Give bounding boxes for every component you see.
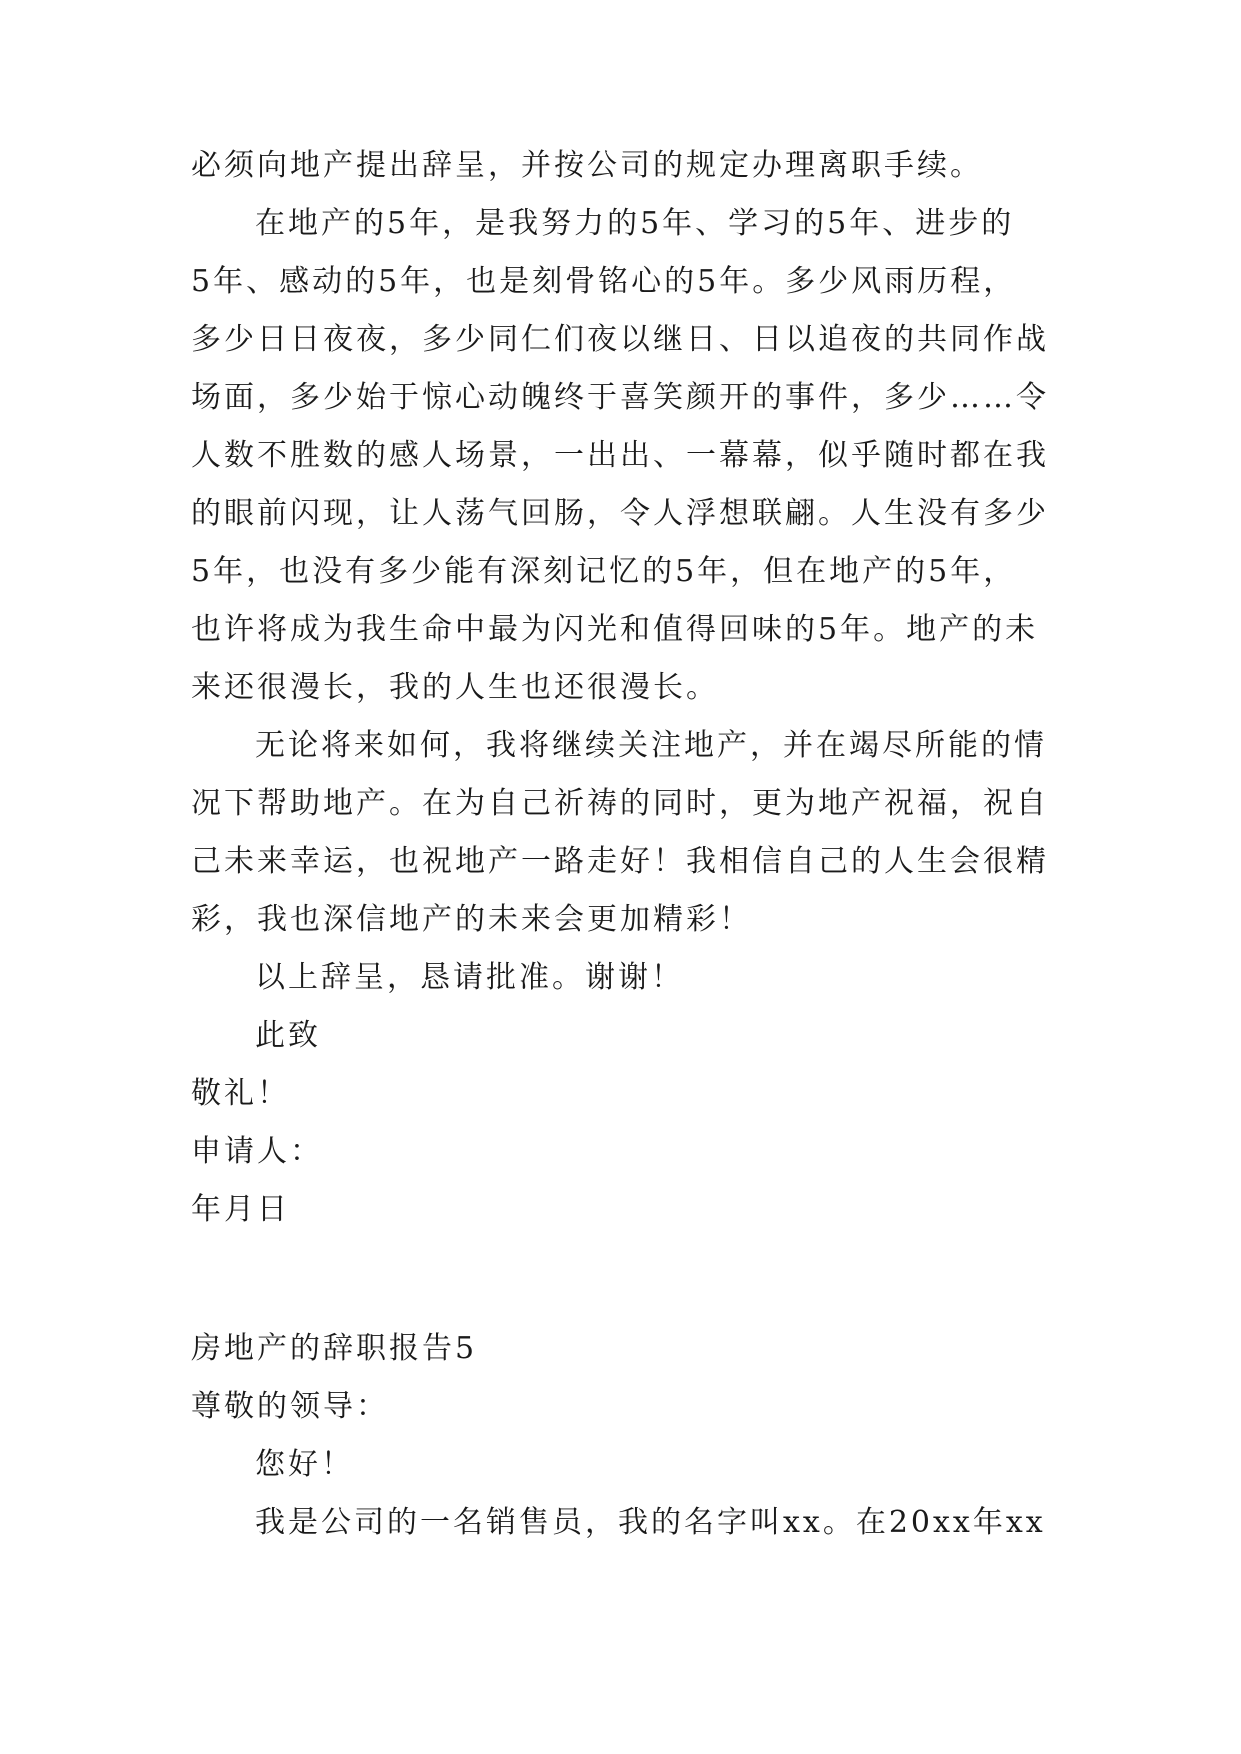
greeting: 您好！ [255, 1447, 354, 1482]
text-line: 无论将来如何，我将继续关注地产，并在竭尽所能的情 [255, 728, 1047, 763]
text-line: 场面，多少始于惊心动魄终于喜笑颜开的事件，多少……令 [191, 380, 1049, 415]
text-line: 己未来幸运，也祝地产一路走好！我相信自己的人生会很精 [191, 844, 1049, 879]
text-line: 的眼前闪现，让人荡气回肠，令人浮想联翩。人生没有多少 [191, 496, 1049, 531]
text-line: 以上辞呈，恳请批准。谢谢！ [255, 960, 684, 995]
greeting-recipient: 尊敬的领导： [191, 1389, 389, 1424]
text-line: 多少日日夜夜，多少同仁们夜以继日、日以追夜的共同作战 [191, 322, 1049, 357]
text-line: 5年，也没有多少能有深刻记忆的5年，但在地产的5年， [191, 554, 1017, 589]
next-report-section [191, 1320, 1051, 1552]
closing-regards: 敬礼！ [191, 1076, 290, 1111]
applicant-label: 申请人： [191, 1134, 323, 1169]
text-line: 况下帮助地产。在为自己祈祷的同时，更为地产祝福，祝自 [191, 786, 1049, 821]
text-line: 人数不胜数的感人场景，一出出、一幕幕，似乎随时都在我 [191, 438, 1049, 473]
closing-salutation: 此致 [255, 1018, 321, 1053]
text-line: 在地产的5年，是我努力的5年、学习的5年、进步的 [255, 206, 1015, 241]
text-line: 来还很漫长，我的人生也还很漫长。 [191, 670, 719, 705]
text-line: 也许将成为我生命中最为闪光和值得回味的5年。地产的未 [191, 612, 1039, 647]
text-line: 必须向地产提出辞呈，并按公司的规定办理离职手续。 [191, 148, 983, 183]
resignation-letter-body [191, 137, 1051, 1239]
date-label: 年月日 [191, 1192, 290, 1227]
text-line: 5年、感动的5年，也是刻骨铭心的5年。多少风雨历程， [191, 264, 1017, 299]
section-title: 房地产的辞职报告5 [191, 1331, 478, 1366]
text-line: 我是公司的一名销售员，我的名字叫xx。在20xx年xx [255, 1505, 1046, 1540]
text-line: 彩，我也深信地产的未来会更加精彩！ [191, 902, 752, 937]
